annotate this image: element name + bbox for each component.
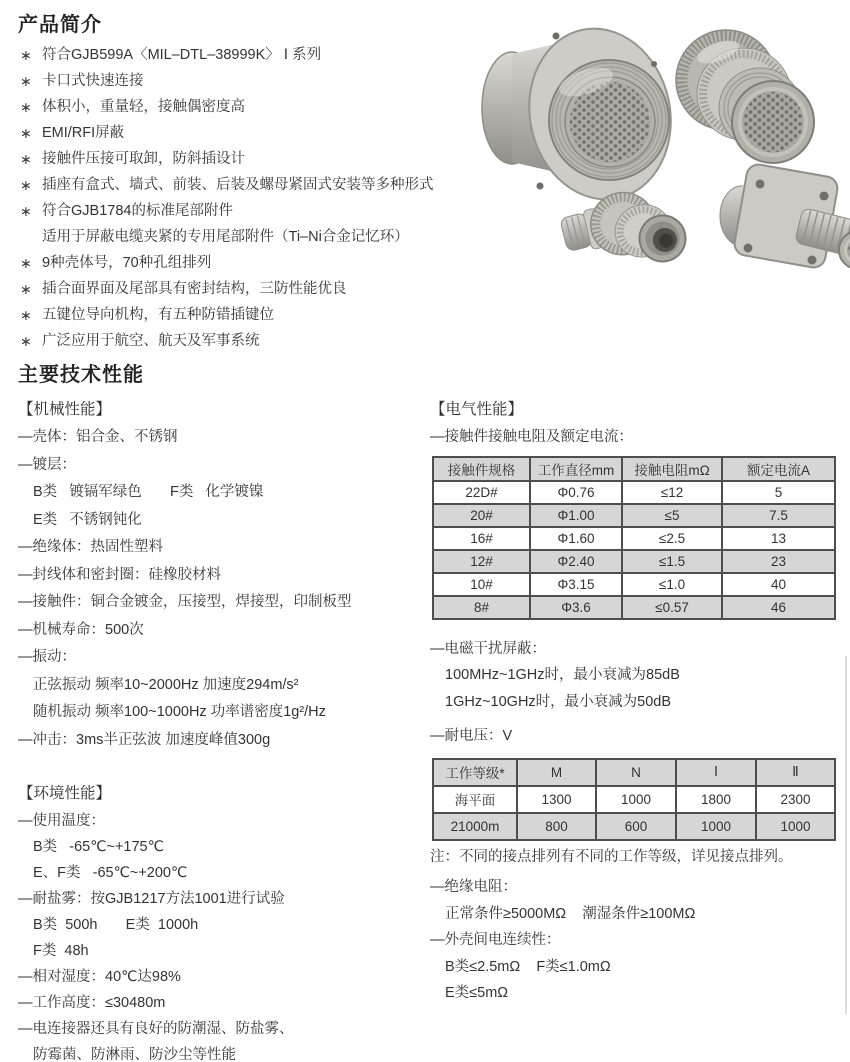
left-column <box>18 396 426 1062</box>
asterisk-bullet-icon: ∗ <box>20 177 32 193</box>
spec-line: —工作高度：≤30480m <box>18 995 166 1011</box>
table-header-cell: Ⅱ <box>756 759 835 786</box>
table-header-cell: Ⅰ <box>676 759 756 786</box>
intro-bullet <box>20 198 490 224</box>
table-note: 注：不同的接点排列有不同的工作等级，详见接点排列。 <box>430 848 793 865</box>
table-row <box>433 504 835 527</box>
environmental-heading: 【环境性能】 <box>18 785 112 802</box>
asterisk-bullet-icon: ∗ <box>20 307 32 323</box>
intro-bullet-text: 符合GJB1784的标准尾部附件 <box>42 203 233 219</box>
spec-line: 随机振动 频率100~1000Hz 功率谱密度1g²/Hz <box>33 704 326 720</box>
connector-photo-flange-mount-receptacle <box>482 16 686 213</box>
table-cell: ≤5 <box>622 504 722 527</box>
asterisk-bullet-icon: ∗ <box>20 47 32 63</box>
table-cell: Φ1.00 <box>530 504 622 527</box>
intro-bullet-text: 体积小，重量轻，接触偶密度高 <box>42 99 245 115</box>
table-cell: 5 <box>722 481 835 504</box>
spec-line: —耐盐雾：按GJB1217方法1001进行试验 <box>18 891 285 907</box>
table-cell: 1000 <box>596 786 676 813</box>
table-cell: 46 <box>722 596 835 619</box>
table-cell: 1000 <box>756 813 835 840</box>
intro-bullet-text: 适用于屏蔽电缆夹紧的专用尾部附件（Ti–Ni合金记忆环） <box>42 229 409 245</box>
table-cell: 10# <box>433 573 530 596</box>
asterisk-bullet-icon: ∗ <box>20 281 32 297</box>
table-row <box>433 813 835 840</box>
table-cell: Φ3.15 <box>530 573 622 596</box>
table-row <box>433 786 835 813</box>
table-cell: 8# <box>433 596 530 619</box>
table-cell: 2300 <box>756 786 835 813</box>
product-intro-list <box>20 42 490 354</box>
intro-bullet-text: 五键位导向机构，有五种防错插键位 <box>42 307 274 323</box>
spec-line: —相对湿度：40℃达98% <box>18 969 181 985</box>
asterisk-bullet-icon: ∗ <box>20 73 32 89</box>
table-cell: Φ1.60 <box>530 527 622 550</box>
spec-line: F类 48h <box>33 943 89 959</box>
intro-bullet <box>20 146 490 172</box>
intro-bullet <box>20 120 490 146</box>
spec-line: B类 镀镉军绿色 F类 化学镀镍 <box>33 484 264 500</box>
emi-heading: —电磁干扰屏蔽： <box>430 640 546 657</box>
intro-bullet <box>20 94 490 120</box>
table-cell: 16# <box>433 527 530 550</box>
table-cell: ≤0.57 <box>622 596 722 619</box>
intro-bullet <box>20 276 490 302</box>
table-cell: 22D# <box>433 481 530 504</box>
asterisk-bullet-icon: ∗ <box>20 203 32 219</box>
asterisk-bullet-icon: ∗ <box>20 151 32 167</box>
intro-bullet <box>20 42 490 68</box>
table-cell: Φ3.6 <box>530 596 622 619</box>
table-cell: ≤1.5 <box>622 550 722 573</box>
spec-line: —接触件：铜合金镀金，压接型，焊接型，印制板型 <box>18 594 352 610</box>
intro-bullet-text: 插座有盒式、墙式、前装、后装及螺母紧固式安装等多种形式 <box>42 177 434 193</box>
asterisk-bullet-icon: ∗ <box>20 255 32 271</box>
table-cell: ≤12 <box>622 481 722 504</box>
voltage-heading: —耐电压：V <box>430 728 513 744</box>
spec-line: B类 -65℃~+175℃ <box>33 839 164 855</box>
table-cell: 1000 <box>676 813 756 840</box>
spec-line: 100MHz~1GHz时，最小衰减为85dB <box>445 667 680 683</box>
table-row <box>433 481 835 504</box>
intro-bullet <box>20 68 490 94</box>
table-cell: 13 <box>722 527 835 550</box>
asterisk-bullet-icon: ∗ <box>20 99 32 115</box>
connector-photo-small-cable-plug <box>557 180 690 284</box>
table-header-cell: 接触件规格 <box>433 457 530 481</box>
intro-bullet <box>20 328 490 354</box>
spec-line: B类 500h E类 1000h <box>33 917 199 933</box>
table-header-cell: 工作等级* <box>433 759 517 786</box>
table-cell: Φ0.76 <box>530 481 622 504</box>
intro-bullet-text: EMI/RFI屏蔽 <box>42 125 125 141</box>
table-header-cell: M <box>517 759 596 786</box>
table-header-row <box>433 457 835 481</box>
connector-photo-square-flange-receptacle <box>720 163 850 270</box>
continuity-heading: —外壳间电连续性： <box>430 932 561 948</box>
spec-line: —电连接器还具有良好的防潮湿、防盐雾、 <box>18 1021 294 1037</box>
spec-line: B类≤2.5mΩ F类≤1.0mΩ <box>445 958 611 975</box>
table-row <box>433 527 835 550</box>
intro-bullet <box>20 250 490 276</box>
table-cell: 40 <box>722 573 835 596</box>
spec-line: 1GHz~10GHz时，最小衰减为50dB <box>445 693 672 710</box>
table-cell: 600 <box>596 813 676 840</box>
spec-line: —镀层： <box>18 456 76 473</box>
product-intro-title: 产品简介 <box>18 14 102 36</box>
spec-line: —接触件接触电阻及额定电流： <box>430 429 633 445</box>
table-cell: 21000m <box>433 813 517 840</box>
table-row <box>433 573 835 596</box>
intro-bullet <box>20 302 490 328</box>
table-cell: ≤1.0 <box>622 573 722 596</box>
table-cell: 12# <box>433 550 530 573</box>
table-cell: 1800 <box>676 786 756 813</box>
table-header-cell: 额定电流A <box>722 457 835 481</box>
electrical-heading: 【电气性能】 <box>430 401 524 418</box>
spec-line: —机械寿命：500次 <box>18 621 144 638</box>
spec-line: —冲击：3ms半正弦波 加速度峰值300g <box>18 731 271 748</box>
table-cell: 海平面 <box>433 786 517 813</box>
table-cell: 23 <box>722 550 835 573</box>
page-edge-line <box>845 656 847 1014</box>
intro-bullet-continuation <box>20 224 490 250</box>
table-row <box>433 550 835 573</box>
spec-line: 正常条件≥5000MΩ 潮湿条件≥100MΩ <box>445 905 696 922</box>
right-column <box>430 396 840 1007</box>
table-header-row <box>433 759 835 786</box>
intro-bullet-text: 9种壳体号，70种孔组排列 <box>42 255 212 271</box>
spec-line: 防霉菌、防淋雨、防沙尘等性能 <box>33 1047 236 1062</box>
intro-bullet-text: 插合面界面及尾部具有密封结构，三防性能优良 <box>42 281 347 297</box>
spec-line: —绝缘体：热固性塑料 <box>18 539 163 555</box>
asterisk-bullet-icon: ∗ <box>20 125 32 141</box>
intro-bullet-text: 符合GJB599A〈MIL–DTL–38999K〉 Ⅰ 系列 <box>42 47 322 63</box>
asterisk-bullet-icon: ∗ <box>20 333 32 349</box>
spec-line: —封线体和密封圈：硅橡胶材料 <box>18 566 221 583</box>
intro-bullet-text: 广泛应用于航空、航天及军事系统 <box>42 333 260 349</box>
mechanical-heading: 【机械性能】 <box>18 401 112 418</box>
table-header-cell: N <box>596 759 676 786</box>
table-header-cell: 接触电阻mΩ <box>622 457 722 481</box>
table-cell: 20# <box>433 504 530 527</box>
connector-photo-knurled-round-plug <box>676 30 814 163</box>
tech-performance-title: 主要技术性能 <box>18 364 144 386</box>
spec-line: —使用温度： <box>18 813 105 829</box>
table-cell: 800 <box>517 813 596 840</box>
table-cell: 7.5 <box>722 504 835 527</box>
spec-line: E、F类 -65℃~+200℃ <box>33 865 188 881</box>
table-cell: Φ2.40 <box>530 550 622 573</box>
spec-line: E类≤5mΩ <box>445 985 509 1001</box>
intro-bullet-text: 卡口式快速连接 <box>42 73 144 89</box>
table-cell: 1300 <box>517 786 596 813</box>
insulation-heading: —绝缘电阻： <box>430 879 517 895</box>
spec-line: —壳体：铝合金、不锈钢 <box>18 429 178 445</box>
intro-bullet-text: 接触件压接可取卸，防斜插设计 <box>42 151 245 167</box>
spec-line: 正弦振动 频率10~2000Hz 加速度294m/s² <box>33 676 299 693</box>
spec-line: —振动： <box>18 649 76 665</box>
spec-line: E类 不锈钢钝化 <box>33 511 142 528</box>
product-photos <box>478 16 850 298</box>
table-row <box>433 596 835 619</box>
contact-resistance-table <box>432 456 836 620</box>
table-cell: ≤2.5 <box>622 527 722 550</box>
intro-bullet <box>20 172 490 198</box>
withstand-voltage-table <box>432 758 836 841</box>
table-header-cell: 工作直径mm <box>530 457 622 481</box>
